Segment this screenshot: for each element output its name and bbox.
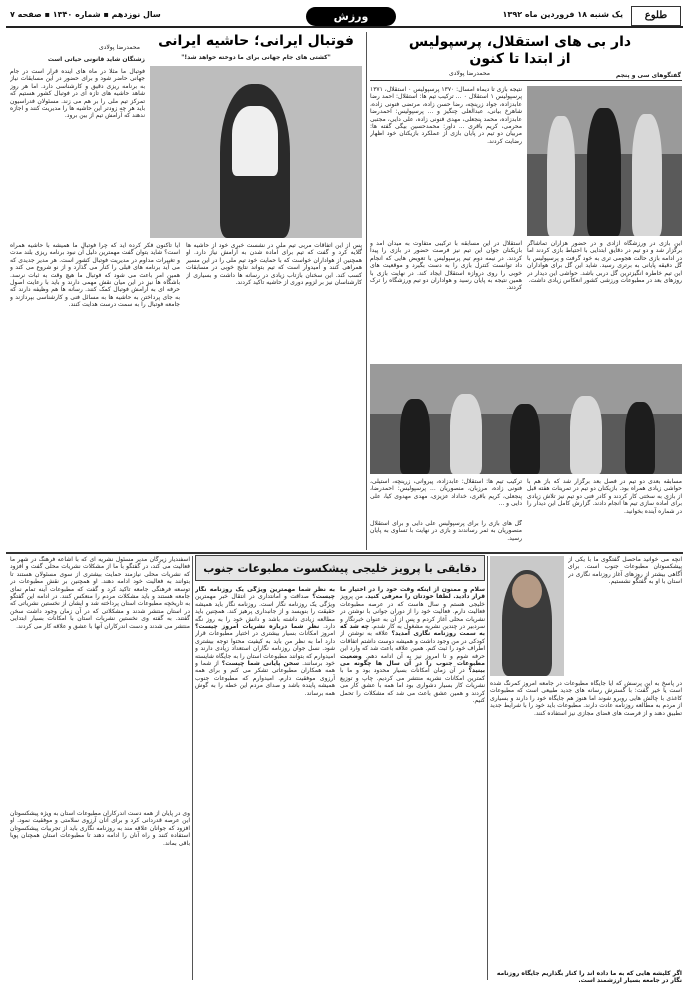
interviewee-portrait [490,556,564,676]
answer-5: امروز امکانات بسیار بیشتری در اختیار مطبوعات قرار دارد اما به نظر من باید به کیفیت محتوا توجه بیشتری شود. نسل جوان روزنامه نگاران استعداد زیادی دارند و امیدوارم که بتوانند مطبوعات استان را به جایگاه شایسته خود برسانند. [195,630,335,668]
story1-text-c: استقلال در این مسابقه با ترکیبی متفاوت به میدان آمد و بازیکنان جوان این تیم نیز فرصت حضور در بازی را پیدا کردند. در نیمه دوم تیم پرسپولیس با تعویض هایی که انجام داد توانست کنترل بازی را به دست بگیرد و موقعیت های خوبی را روی دروازه استقلال ایجاد کند. در نهایت بازی با همین نتیجه به پایان رسید و هواداران دو تیم ورزشگاه را ترک کردند. [370,240,522,292]
story1-text-f: گل های بازی را برای پرسپولیس علی دایی و برای استقلال منصوریان به ثمر رساندند و بازی در نهایت با تساوی به پایان رسید. [370,520,522,542]
story1-text-a: نتیجه بازی تا دیماه امسال: ۱۳۷۰ پرسپولیس ۰ استقلال، ۱۳۷۱ پرسپولیس ۱ استقلال ۰ ... ترکیب تیم ها: استقلال: احمد رضا عابدزاده، جواد زرینچه، رضا حسن زاده، مرتضی فنونی زاده، شاهرخ بیانی، عبدالعلی چنگیز و ... پرسپولیس: احمدرضا عابدزاده، محمد پنجعلی، مهدی فنونی زاده، علی دایی، مجتبی محرمی، کریم باقری ... داور: محمدحسین بیگی گفته ها: مربیان دو تیم در پایان بازی از عملکرد بازیکنان خود اظهار رضایت کردند. [370,86,522,145]
story2-subhead: زشتگان شاید قانونی حیاتی است [47,56,145,63]
section-title: ورزش [306,7,396,26]
interview-qa-left [195,586,335,980]
story1-text-b: این بازی در ورزشگاه آزادی و در حضور هزاران تماشاگر برگزار شد و دو تیم در دقایق ابتدایی با احتیاط بازی کردند اما در ادامه بازی حالت هجومی تری به خود گرفت و پرسپولیس با گل دقیقه پایانی به برتری رسید. شاید این گل برای هواداران این تیم خاطره انگیزترین گل دربی باشد. حواشی این دیدار در روزهای بعد در مطبوعات ورزشی کشور انعکاس زیادی داشت. [527,240,682,285]
story1-headline[interactable] [360,34,680,68]
story2-headline[interactable]: فوتبال ایرانی؛ حاشیه ایرانی [158,33,354,49]
answer-6: از شما و همه همکاران مطبوعاتی تشکر می کنم و برای همه آرزوی موفقیت دارم. امیدوارم که مطبوعات جنوب همیشه پاینده باشد و صدای مردم این خطه را به گوش همه برساند. [195,660,335,697]
answer-2: علاقه به نوشتن از کودکی در من وجود داشت و همیشه دوست داشتم اتفاقات اطراف خود را ثبت کنم. همین علاقه باعث شد که وارد این حرفه شوم و تا امروز نیز به آن ادامه دهم. [340,630,485,660]
answer-1: من پرویز خلیجی هستم و سال هاست که در عرصه مطبوعات فعالیت دارم. فعالیت خود را از دوران جوانی با نوشتن در نشریات محلی آغاز کردم و پس از آن به عنوان خبرنگار و سردبیر در چندین نشریه مشغول به کار شدم. [340,593,485,631]
interview-footer-line: اگر کلیشه هایی که به ما داده اند را کنار بگذاریم جایگاه روزنامه نگار در جامعه بسیار ارزشمند است. [496,970,682,984]
newspaper-logo: طلوع [631,6,681,26]
issue-date: یک شنبه ۱۸ فروردین ماه ۱۳۹۲ [502,10,623,19]
interview-qa-right [340,586,485,980]
question-6: سخن پایانی شما چیست؟ [221,660,300,668]
story1-intro: گفتگوهای سی و پنجم [615,72,681,79]
story2-text-c: پس از این اتفاقات مربی تیم ملی در نشست خبری خود از حاشیه ها گلایه کرد و گفت که تیم برای آماده شدن به آرامش نیاز دارد. او همچنین از هواداران خواست که با حمایت خود تیم ملی را در این مسیر همراهی کنند و امیدوار است که تیم بتواند نتایج خوبی در مسابقات کسب کند. این سخنان بازتاب زیادی در رسانه ها داشت و بسیاری از کارشناسان نیز بر لزوم دوری از حاشیه تاکید کردند. [186,242,362,287]
story1-headline-line2: از ابتدا تا کنون [469,51,571,67]
story2-text-a: فوتبال ما مثلا در ماه های آینده قرار است در جام جهانی حاضر شود و برای حضور در این مسابقات نیاز به برنامه ریزی دقیق و کارشناسی دارد. اما هر روز شاهد حاشیه های تازه ای در فوتبال کشور هستیم که تمرکز تیم ملی را بر هم می زند. مسئولان فدراسیون باید هر چه زودتر این حاشیه ها را مدیریت کنند و اجازه ندهند که آرامش تیم از بین برود. [10,68,145,120]
story2-byline: محمدرضا پولادی [99,44,140,51]
answer-4: صداقت و امانتداری در انتقال خبر مهمترین ویژگی یک روزنامه نگار است. روزنامه نگار باید همیشه حقیقت را بنویسد و از جانبداری پرهیز کند. همچنین باید مطالعه زیادی داشته باشد و دانش خود را به روز نگه دارد. [195,593,335,631]
story2-photo [150,66,362,238]
story2-text-b: آیا تاکنون فکر کرده اید که چرا فوتبال ما همیشه با حاشیه همراه است؟ شاید بتوان گفت مهمترین دلیل آن نبود برنامه ریزی بلند مدت و تغییرات مداوم در مدیریت فوتبال کشور است. هر مدیر جدیدی که می آید برنامه های قبلی را کنار می گذارد و از نو شروع می کند و همین امر باعث می شود که فوتبال ما هیچ وقت به ثبات نرسد. باشگاه ها نیز در این میان نقش مهمی دارند و باید با رعایت اصول حرفه ای به آرامش فوتبال کمک کنند. رسانه ها هم وظیفه دارند که به جای پرداختن به حاشیه ها به مسائل فنی و کارشناسی بپردازند و جامعه فوتبال را به سمت درست هدایت کنند. [10,242,180,309]
issue-number: سال نوزدهم ▪ شماره ۱۳۴۰ ▪ صفحه ۷ [10,10,161,19]
answer-3: در آن زمان امکانات بسیار محدود بود و ما با کمترین امکانات نشریه منتشر می کردیم. چاپ و توزیع نشریات کار بسیار دشواری بود اما همه با عشق کار می کردند و همین عشق باعث می شد که مشکلات را تحمل کنیم. [340,667,485,705]
story1-text-e: ترکیب تیم ها: استقلال: عابدزاده، پیروانی، زرینچه، استیلی، فنونی زاده، مرزبان، منصوریان ... پرسپولیس: احمدرضا، پنجعلی، کریم باقری، خداداد عزیزی، مهدی مهدوی کیا، علی دایی و ... [370,478,522,508]
story1-photo-bottom [370,364,682,474]
interview-left-text-2: وی در پایان از همه دست اندرکاران مطبوعات استان به ویژه پیشکسوتان این عرصه قدردانی کرد و برای آنان آرزوی سلامتی و موفقیت نمود. او افزود که جوانان علاقه مند به روزنامه نگاری باید از تجربیات پیشکسوتان استفاده کنند و راه آنان را ادامه دهند تا مطبوعات استان همچنان پویا باقی بماند. [10,810,190,847]
interview-intro: آنچه می خوانید ماحصل گفتگوی ما با یکی از پیشکسوتان مطبوعات جنوب است. برای آگاهی بیشتر از روزهای آغاز روزنامه نگاری در استان با او به گفتگو نشستیم. [568,556,682,586]
interview-banner [195,555,485,581]
question-3: وضعیت مطبوعات جنوب را در آن سال ها چگونه می بینید؟ [340,652,485,675]
story1-byline: محمدرضا پولادی [449,70,490,77]
story1-photo-top [527,86,682,236]
story1-text-d: مسابقه بعدی دو تیم در فصل بعد برگزار شد که باز هم با حواشی زیادی همراه بود. بازیکنان دو تیم در تمرینات هفته قبل از بازی به سختی کار کردند و کادر فنی دو تیم نیز تلاش زیادی برای آماده سازی تیم ها انجام دادند. گزارش کامل این دیدار را در شماره آینده بخوانید. [527,478,682,515]
question-5: نظر شما درباره نشریات امروز چیست؟ [195,623,320,631]
story1-headline-line1: دار بی های استقلال، پرسپولیس [408,34,632,50]
page-header [6,6,683,28]
interview-right-text: در پاسخ به این پرسش که آیا جایگاه مطبوعات در جامعه امروز کمرنگ شده است یا خیر گفت: با گسترش رسانه های جدید طبیعی است که مطبوعات کاغذی با چالش هایی روبرو شوند اما هنوز هم جایگاه خود را دارند و بسیاری از مردم به مطالعه روزنامه عادت دارند. مطبوعات باید خود را با شرایط جدید تطبیق دهند و از فرصت های فضای مجازی نیز استفاده کنند. [490,680,682,717]
story2-kicker: "کشتی های جام جهانی برای ما دوخته خواهد شد!" [181,54,331,61]
question-1: سلام و ممنون از اینکه وقت خود را در اختیار ما قرار دادید. لطفا خودتان را معرفی کنید. [340,586,485,601]
question-2: چه شد که به سمت روزنامه نگاری آمدید؟ [340,623,485,638]
question-4: به نظر شما مهمترین ویژگی یک روزنامه نگار چیست؟ [195,586,335,601]
interview-left-text: اسفندیار زیرگان مدیر مسئول نشریه ای که با اشاعه فرهنگ در شهر ما فعالیت می کند، در گفتگو با ما از مشکلات نشریات محلی گفت و افزود که نشریات محلی نیازمند حمایت بیشتری از سوی مسئولان هستند تا بتوانند به فعالیت خود ادامه دهند. او همچنین بر نقش مطبوعات در توسعه فرهنگی جامعه تاکید کرد و گفت که مطبوعات آینه تمام نمای جامعه هستند و باید مشکلات مردم را منعکس کنند. در ادامه این گفتگو به تاریخچه مطبوعات استان پرداخته شد و ایشان از نخستین نشریاتی که در استان منتشر شدند و مشکلاتی که در آن زمان وجود داشت سخن گفتند. به گفته وی نخستین نشریات استان با امکانات بسیار ابتدایی منتشر می شدند و دست اندرکاران آنها با عشق و علاقه کار می کردند. [10,556,190,630]
interview-banner-title: دقایقی با پرویز خلیجی پیشکسوت مطبوعات جنوب [203,562,477,575]
